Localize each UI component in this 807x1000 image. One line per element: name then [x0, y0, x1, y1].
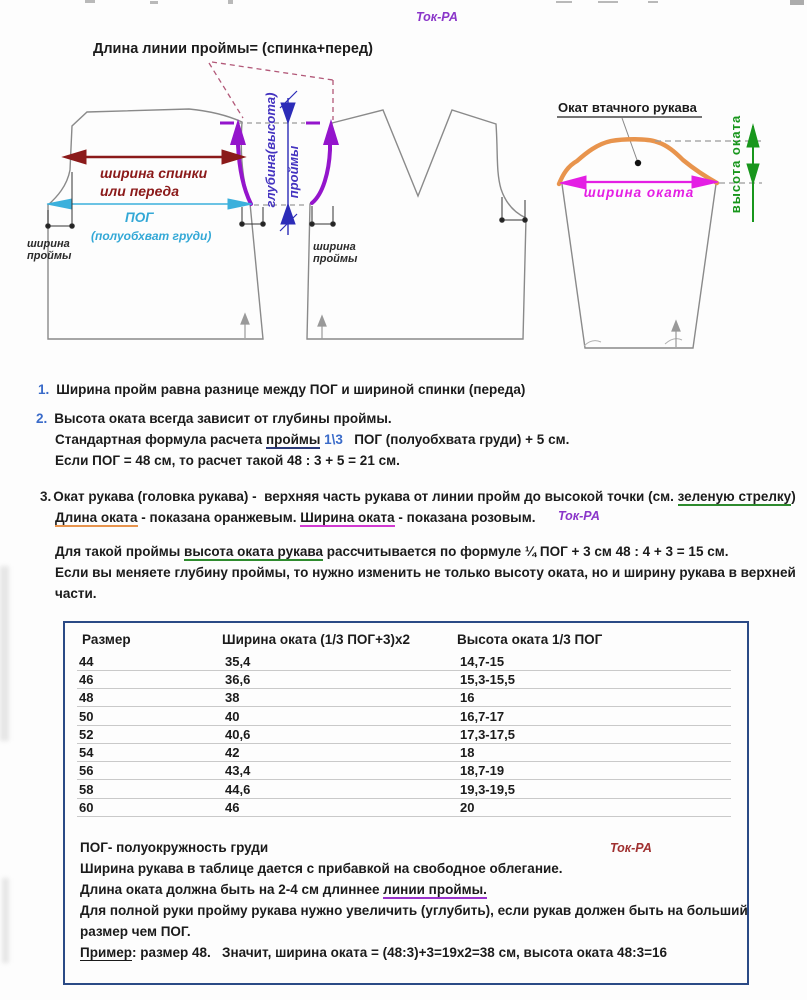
pog-sublabel: (полуобхват груди)	[91, 229, 212, 243]
width-cell: 46	[225, 800, 240, 815]
note-pog: ПОГ- полуокружность груди	[80, 840, 269, 855]
back-width-label2: или переда	[100, 183, 179, 199]
note-ease: Ширина рукава в таблице дается с прибавкой на свободное облегание.	[80, 861, 563, 876]
para-post: рассчитывается по формуле ¼ ПОГ + 3 см 48 : 4 + 3 = 15 см.	[323, 544, 729, 559]
item-2-formula	[55, 431, 569, 448]
row-divider	[77, 816, 731, 817]
col-header-width: Ширина оката (1/3 ПОГ+3)х2	[222, 632, 410, 647]
size-cell: 50	[79, 709, 94, 724]
cap-width-label: ширина оката	[583, 185, 695, 200]
scan-smudge	[2, 878, 9, 963]
sleeve-corner-marks	[584, 339, 682, 346]
row-divider	[77, 779, 731, 780]
width-cell: 40,6	[225, 727, 251, 742]
size-cell: 44	[79, 654, 94, 669]
item-3-legend	[55, 509, 535, 526]
diagram-title: Длина линии проймы= (спинка+перед)	[93, 41, 373, 57]
table-row	[65, 672, 747, 690]
example-text: : размер 48. Значит, ширина оката = (48:3)+3=19х2=38 см, высота оката 48:3=16	[132, 945, 667, 960]
note-cap-length	[80, 882, 487, 897]
armhole-depth-label2: проймы	[286, 145, 301, 199]
item-1-number: 1.	[38, 382, 50, 397]
watermark-top: Ток-РА	[416, 10, 458, 24]
watermark-mid: Ток-РА	[558, 509, 600, 523]
paragraph-line2: Если вы меняете глубину проймы, то нужно изменить не только высоту оката, но и ширину рукава в верхней	[55, 565, 796, 580]
armhole-width-label-mid2: проймы	[313, 253, 358, 265]
table-row	[65, 727, 747, 745]
row-divider	[77, 706, 731, 707]
scan-smudge	[0, 566, 9, 741]
height-cell: 20	[460, 800, 475, 815]
armhole-width-label-left: ширина	[27, 238, 70, 250]
green-arrow-ref: зеленую стрелку	[677, 489, 792, 504]
height-cell: 18,7-19	[460, 763, 505, 778]
cap-length-ref: Длина оката	[55, 510, 138, 525]
width-cell: 42	[225, 745, 240, 760]
cap-height-arrow	[747, 125, 759, 222]
height-cell: 18	[460, 745, 475, 760]
width-cell: 38	[225, 690, 240, 705]
formula-pre: Стандартная формула расчета	[55, 432, 266, 447]
item-2	[36, 410, 392, 427]
height-cell: 19,3-19,5	[460, 782, 515, 797]
row-divider	[77, 798, 731, 799]
item-2-number: 2.	[36, 411, 48, 426]
formula-fraction: 1\3	[320, 432, 355, 447]
formula-post: ПОГ (полуобхвата груди) + 5 см.	[354, 432, 570, 447]
size-cell: 58	[79, 782, 94, 797]
item-1-text: Ширина пройм равна разнице между ПОГ и шириной спинки (переда)	[56, 382, 526, 397]
width-cell: 40	[225, 709, 240, 724]
size-cell: 48	[79, 690, 94, 705]
item-3-close: )	[791, 489, 796, 504]
size-cell: 46	[79, 672, 94, 687]
col-header-height: Высота оката 1/3 ПОГ	[457, 632, 603, 647]
pog-arrow	[47, 199, 252, 209]
height-cell: 15,3-15,5	[460, 672, 515, 687]
example-label: Пример	[80, 945, 132, 960]
size-table	[63, 621, 749, 985]
legend-end: - показана розовым.	[394, 510, 536, 525]
table-row	[65, 763, 747, 781]
item-3	[40, 488, 796, 505]
cap-height-ref: высота оката рукава	[184, 544, 323, 559]
back-width-arrow	[63, 150, 245, 164]
width-cell: 44,6	[225, 782, 251, 797]
pog-label: ПОГ	[125, 210, 154, 225]
col-header-size: Размер	[82, 632, 131, 647]
armhole-width-label-left2: проймы	[27, 250, 72, 262]
paragraph-formula	[55, 543, 728, 560]
formula-underlined: проймы	[265, 432, 321, 447]
table-row	[65, 709, 747, 727]
watermark-table: Ток-РА	[610, 841, 652, 855]
para-pre: Для такой проймы	[55, 544, 185, 559]
height-cell: 16	[460, 690, 475, 705]
paragraph-line3: части.	[55, 586, 97, 601]
armhole-width-label-mid: ширина	[313, 241, 356, 253]
height-cell: 14,7-15	[460, 654, 505, 669]
item-2-example: Если ПОГ = 48 см, то расчет такой 48 : 3 + 5 = 21 см.	[55, 453, 400, 468]
size-cell: 60	[79, 800, 94, 815]
width-cell: 36,6	[225, 672, 251, 687]
row-divider	[77, 743, 731, 744]
note-full-arm-2: размер чем ПОГ.	[80, 924, 191, 939]
scan-artifacts	[85, 0, 804, 5]
height-cell: 16,7-17	[460, 709, 505, 724]
note-full-arm-1: Для полной руки пройму рукава нужно увеличить (углубить), если рукав должен быть на больший	[80, 903, 748, 918]
front-piece-outline	[307, 110, 526, 339]
item-1	[38, 381, 525, 398]
note-cap-length-pre: Длина оката должна быть на 2-4 см длиннее	[80, 882, 384, 897]
table-row	[65, 654, 747, 672]
row-divider	[77, 688, 731, 689]
width-cell: 35,4	[225, 654, 251, 669]
item-3-number: 3.	[40, 489, 52, 504]
table-row	[65, 690, 747, 708]
size-cell: 56	[79, 763, 94, 778]
sleeve-title: Окат втачного рукава	[558, 100, 697, 115]
height-cell: 17,3-17,5	[460, 727, 515, 742]
back-width-label: ширина спинки	[100, 165, 208, 181]
sleeve-pointer-dot	[635, 160, 641, 166]
item-3-pre: Окат рукава (головка рукава) - верхняя часть рукава от линии пройм до высокой точки (см.	[53, 489, 678, 504]
width-cell: 43,4	[225, 763, 251, 778]
table-row	[65, 745, 747, 763]
table-row	[65, 800, 747, 818]
sleeve-outline	[562, 184, 716, 348]
size-cell: 54	[79, 745, 94, 760]
row-divider	[77, 725, 731, 726]
note-example	[80, 945, 667, 960]
legend-mid: - показана оранжевым.	[137, 510, 301, 525]
row-divider	[77, 670, 731, 671]
row-divider	[77, 761, 731, 762]
cap-width-ref: Ширина оката	[300, 510, 395, 525]
table-row	[65, 782, 747, 800]
pattern-diagrams	[0, 0, 807, 375]
armhole-line-ref: линии проймы.	[383, 882, 487, 897]
armhole-depth-label: глубина(высота)	[263, 92, 278, 208]
cap-height-label: высота оката	[728, 114, 743, 214]
item-2-text: Высота оката всегда зависит от глубины проймы.	[54, 411, 392, 426]
size-cell: 52	[79, 727, 94, 742]
